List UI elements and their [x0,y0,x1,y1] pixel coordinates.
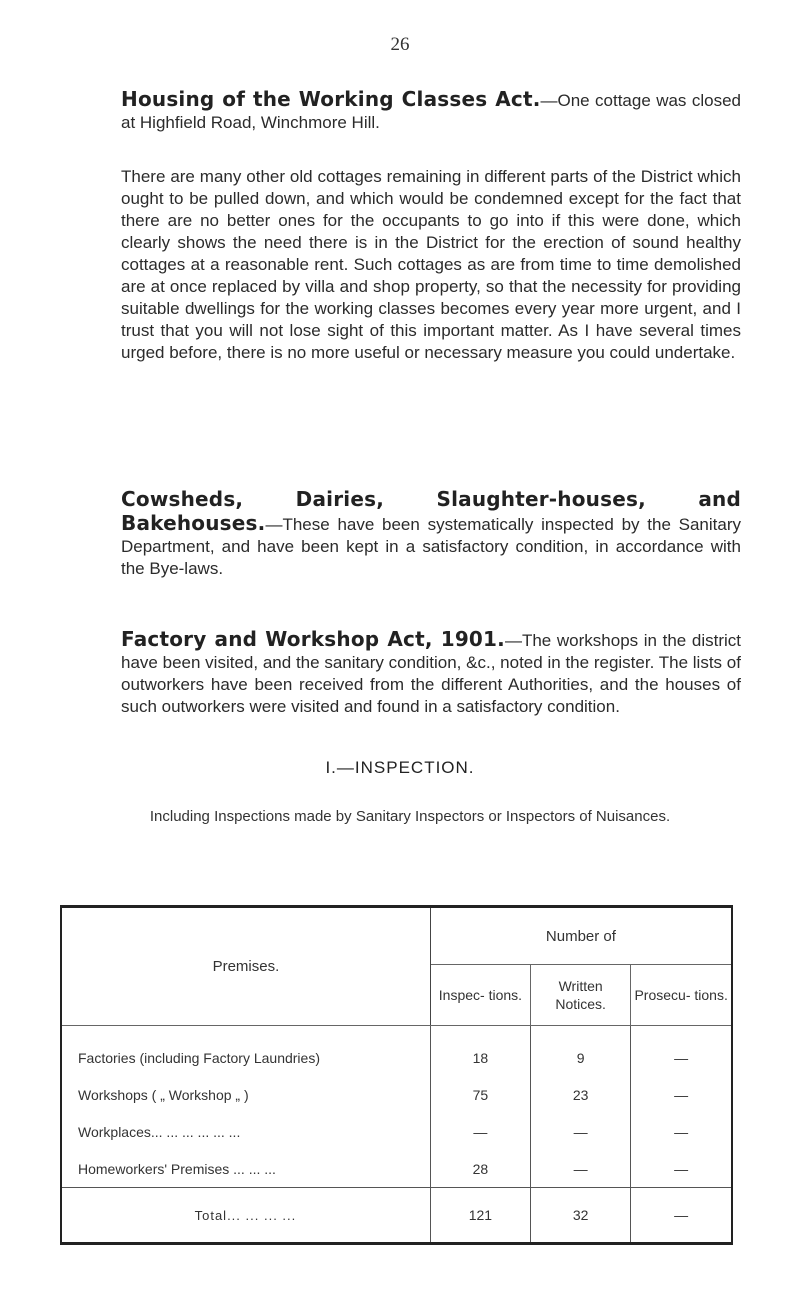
row-inspections: 18 [430,1026,530,1077]
housing-heading: Housing of the Working Classes Act. [121,87,541,111]
total-prosecutions: — [631,1188,732,1244]
header-premises: Premises. [61,907,430,1026]
row-label: Workplaces... ... ... ... ... ... [61,1113,430,1150]
row-inspections: — [430,1113,530,1150]
page-number: 26 [390,34,410,55]
table-row [61,1150,732,1188]
row-inspections: 75 [430,1076,530,1113]
cowsheds-paragraph [121,488,741,580]
factory-heading: Factory and Workshop Act, 1901. [121,627,505,651]
header-written-notices: Written Notices. [530,965,630,1026]
cowsheds-text: —These have been systematically inspected by the Sanitary Department, and have been kept in a satisfactory condition, in accordance with the Bye-laws. [121,515,741,578]
inspection-table [60,905,733,1245]
row-notices: 23 [530,1076,630,1113]
row-label: Workshops ( „ Workshop „ ) [61,1076,430,1113]
row-inspections: 28 [430,1150,530,1188]
total-inspections: 121 [430,1188,530,1244]
row-label: Homeworkers' Premises ... ... ... [61,1150,430,1188]
table-row [61,1026,732,1077]
row-prosecutions: — [674,1123,689,1140]
total-notices: 32 [530,1188,630,1244]
housing-text: —One cottage was closed at Highfield Road, Winchmore Hill. [121,91,741,132]
table-row [61,1076,732,1113]
row-prosecutions: — [674,1049,689,1066]
header-inspections: Inspec- tions. [430,965,530,1026]
row-notices: — [530,1150,630,1188]
table-row [61,1113,732,1150]
housing-paragraph [121,88,741,134]
row-notices: 9 [530,1026,630,1077]
row-prosecutions: — [674,1086,689,1103]
inspection-caption: Including Inspections made by Sanitary Inspectors or Inspectors of Nuisances. [149,808,671,825]
row-label: Factories (including Factory Laundries) [61,1026,430,1077]
row-prosecutions: — [674,1160,689,1177]
cottages-paragraph: There are many other old cottages remaining in different parts of the District which ought to be pulled down, and which would be condemned except for the fact that there are no better ones for the occupants to go into if this were done, which clearly shows the need there is in the District for the erection of sound healthy cottages at a reasonable rent. Such cottages as are from time to time demolished are at once replaced by villa and shop property, so that the necessity for providing suitable dwellings for the working classes becomes every year more urgent, and I trust that you will not lose sight of this important matter. As I have several times urged before, there is no more useful or necessary measure you could undertake. [121,167,741,362]
factory-text: —The workshops in the district have been visited, and the sanitary condition, &c., noted in the register. The lists of outworkers have been received from the different Authorities, and the houses of such outworkers were visited and found in a satisfactory condition. [121,631,741,716]
total-row [61,1188,732,1244]
factory-paragraph [121,628,741,718]
cowsheds-heading: Cowsheds, Dairies, Slaughter-houses, and Bakehouses. [121,487,741,535]
row-notices: — [530,1113,630,1150]
header-prosecutions: Prosecu- tions. [631,965,732,1026]
total-label: Total... ... ... ... [61,1188,430,1244]
header-number-of: Number of [430,907,732,965]
inspection-title: I.—INSPECTION. [325,758,475,777]
